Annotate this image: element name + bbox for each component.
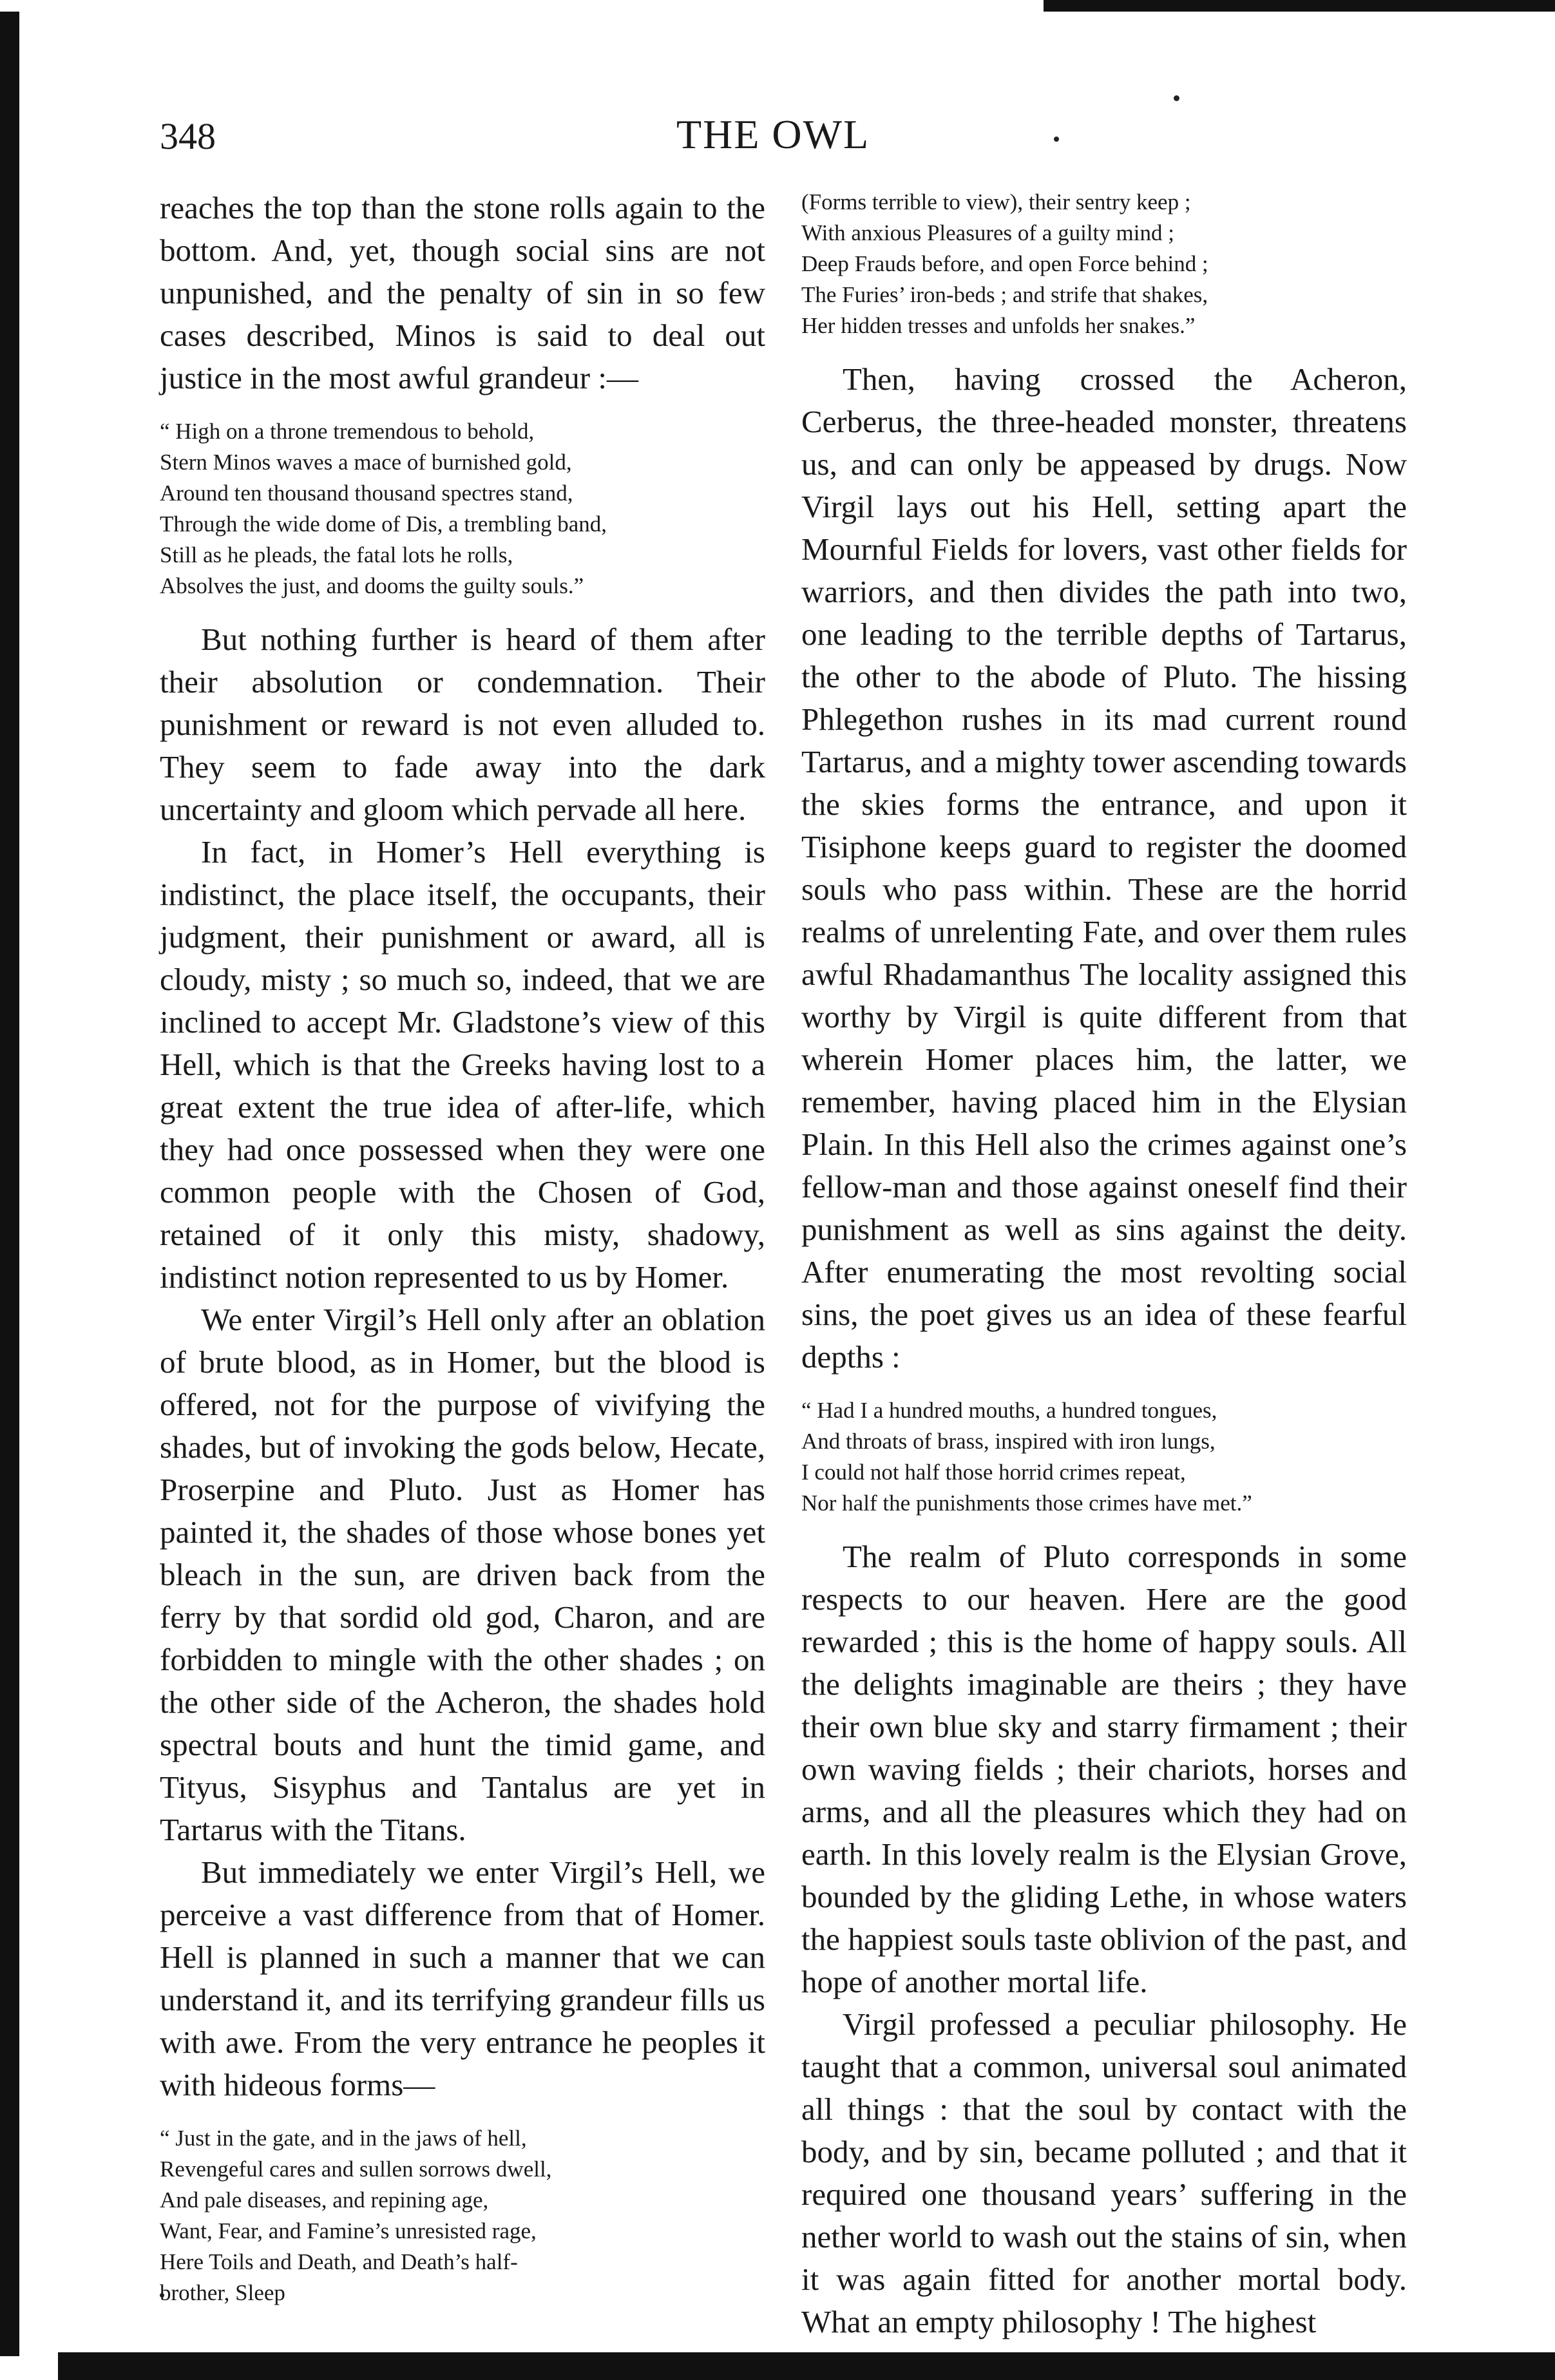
paragraph: In fact, in Homer’s Hell everything is indistinct, the place itself, the occupants, their judgment, their punishment or award, all is cloudy, misty ; so much so, indeed, that we are inclined to accept Mr. Gladstone’s view of this Hell, which is that the Greeks having lost to a great extent the true idea of after-life, which they had once possessed when they were one common people with the Chosen of God, retained of it only this misty, shadowy, indistinct notion represented to us by Homer. — [160, 834, 765, 1295]
scan-speck — [1174, 95, 1179, 101]
right-column — [801, 187, 1407, 2343]
paragraph: But nothing further is heard of them after their absolution or condemnation. Their punishment or reward is not even alluded to. They seem to fade away into the dark uncertainty and gloom which pervade all here. — [160, 622, 765, 827]
running-head: THE OWL — [676, 111, 870, 157]
paragraph: We enter Virgil’s Hell only after an oblation of brute blood, as in Homer, but the blood is offered, not for the purpose of vivifying the shades, but of invoking the gods below, Hecate, Proserpine and Pluto. Just as Homer has painted it, the shades of those whose bones yet bleach in the sun, are driven back from the ferry by that sordid old god, Charon, and are forbidden to mingle with the other shades ; on the other side of the Acheron, the shades hold spectral bouts and hunt the timid game, and Tityus, Sisyphus and Tantalus are yet in Tartarus with the Titans. — [160, 1302, 765, 1847]
verse-quotation: “ Had I a hundred mouths, a hundred tongues, And throats of brass, inspired with iron lungs, I could not half those horrid crimes repeat, Nor half the punishments those crimes have met.” — [801, 1398, 1252, 1516]
verse-quotation: “ Just in the gate, and in the jaws of hell, Revengeful cares and sullen sorrows dwell, And pale diseases, and repining age, Want, Fear, and Famine’s unresisted rage, Here Toils and Death, and Death’s half- brother, Sleep — [160, 2126, 552, 2305]
paragraph: reaches the top than the stone rolls again to the bottom. And, yet, though social sins are not unpunished, and the penalty of sin in so few cases described, Minos is said to deal out justice in the most awful grandeur :— — [160, 190, 765, 395]
paragraph: Then, having crossed the Acheron, Cerberus, the three-headed monster, threatens us, and can only be appeased by drugs. Now Virgil lays out his Hell, setting apart the Mournful Fields for lovers, vast other fields for warriors, and then divides the path into two, one leading to the terrible depths of Tartarus, the other to the abode of Pluto. The hissing Phlegethon rushes in its mad current round Tartarus, and a mighty tower ascending towards the skies forms the entrance, and upon it Tisiphone keeps guard to register the doomed souls who pass within. These are the horrid realms of unrelenting Fate, and over them rules awful Rhadamanthus The locality assigned this worthy by Virgil is quite different from that wherein Homer places him, the latter, we remember, having placed him in the Elysian Plain. In this Hell also the crimes against one’s fellow-man and those against oneself find their punishment as well as sins against the deity. After enumerating the most revolting social sins, the poet gives us an idea of these fearful depths : — [801, 361, 1407, 1375]
scan-edge-left — [0, 12, 19, 2356]
left-column — [160, 187, 765, 2325]
scan-edge-top — [1044, 0, 1555, 12]
paragraph: But immediately we enter Virgil’s Hell, we perceive a vast difference from that of Homer. Hell is planned in such a manner that we can understand it, and its terrifying grandeur fills us with awe. From the very entrance he peoples it with hideous forms— — [160, 1854, 765, 2102]
scan-speck — [1054, 137, 1059, 142]
verse-quotation: “ High on a throne tremendous to behold, Stern Minos waves a mace of burnished gold, Around ten thousand thousand spectres stand, Through the wide dome of Dis, a trembling band, Still as he pleads, the fatal lots he rolls, Absolves the just, and dooms the guilty souls.” — [160, 419, 607, 598]
paragraph: The realm of Pluto corresponds in some respects to our heaven. Here are the good rewarded ; this is the home of happy souls. All the delights imaginable are theirs ; they have their own blue sky and starry firmament ; their own waving fields ; their chariots, horses and arms, and all the pleasures which they had on earth. In this lovely realm is the Elysian Grove, bounded by the gliding Lethe, in whose waters the happiest souls taste oblivion of the past, and hope of another mortal life. — [801, 1539, 1407, 1999]
scan-edge-bottom — [58, 2352, 1555, 2380]
paragraph: Virgil professed a peculiar philosophy. He taught that a common, universal soul animated all things : that the soul by contact with the body, and by sin, became polluted ; and that it required one thousand years’ suffering in the nether world to wash out the stains of sin, when it was again fitted for another mortal body. What an empty philosophy ! The highest — [801, 2006, 1407, 2339]
page-number: 348 — [160, 115, 216, 157]
verse-quotation: (Forms terrible to view), their sentry keep ; With anxious Pleasures of a guilty mind ; Deep Frauds before, and open Force behind ; The Furies’ iron-beds ; and strife that shakes, Her hidden tresses and unfolds her snakes.” — [801, 189, 1208, 338]
